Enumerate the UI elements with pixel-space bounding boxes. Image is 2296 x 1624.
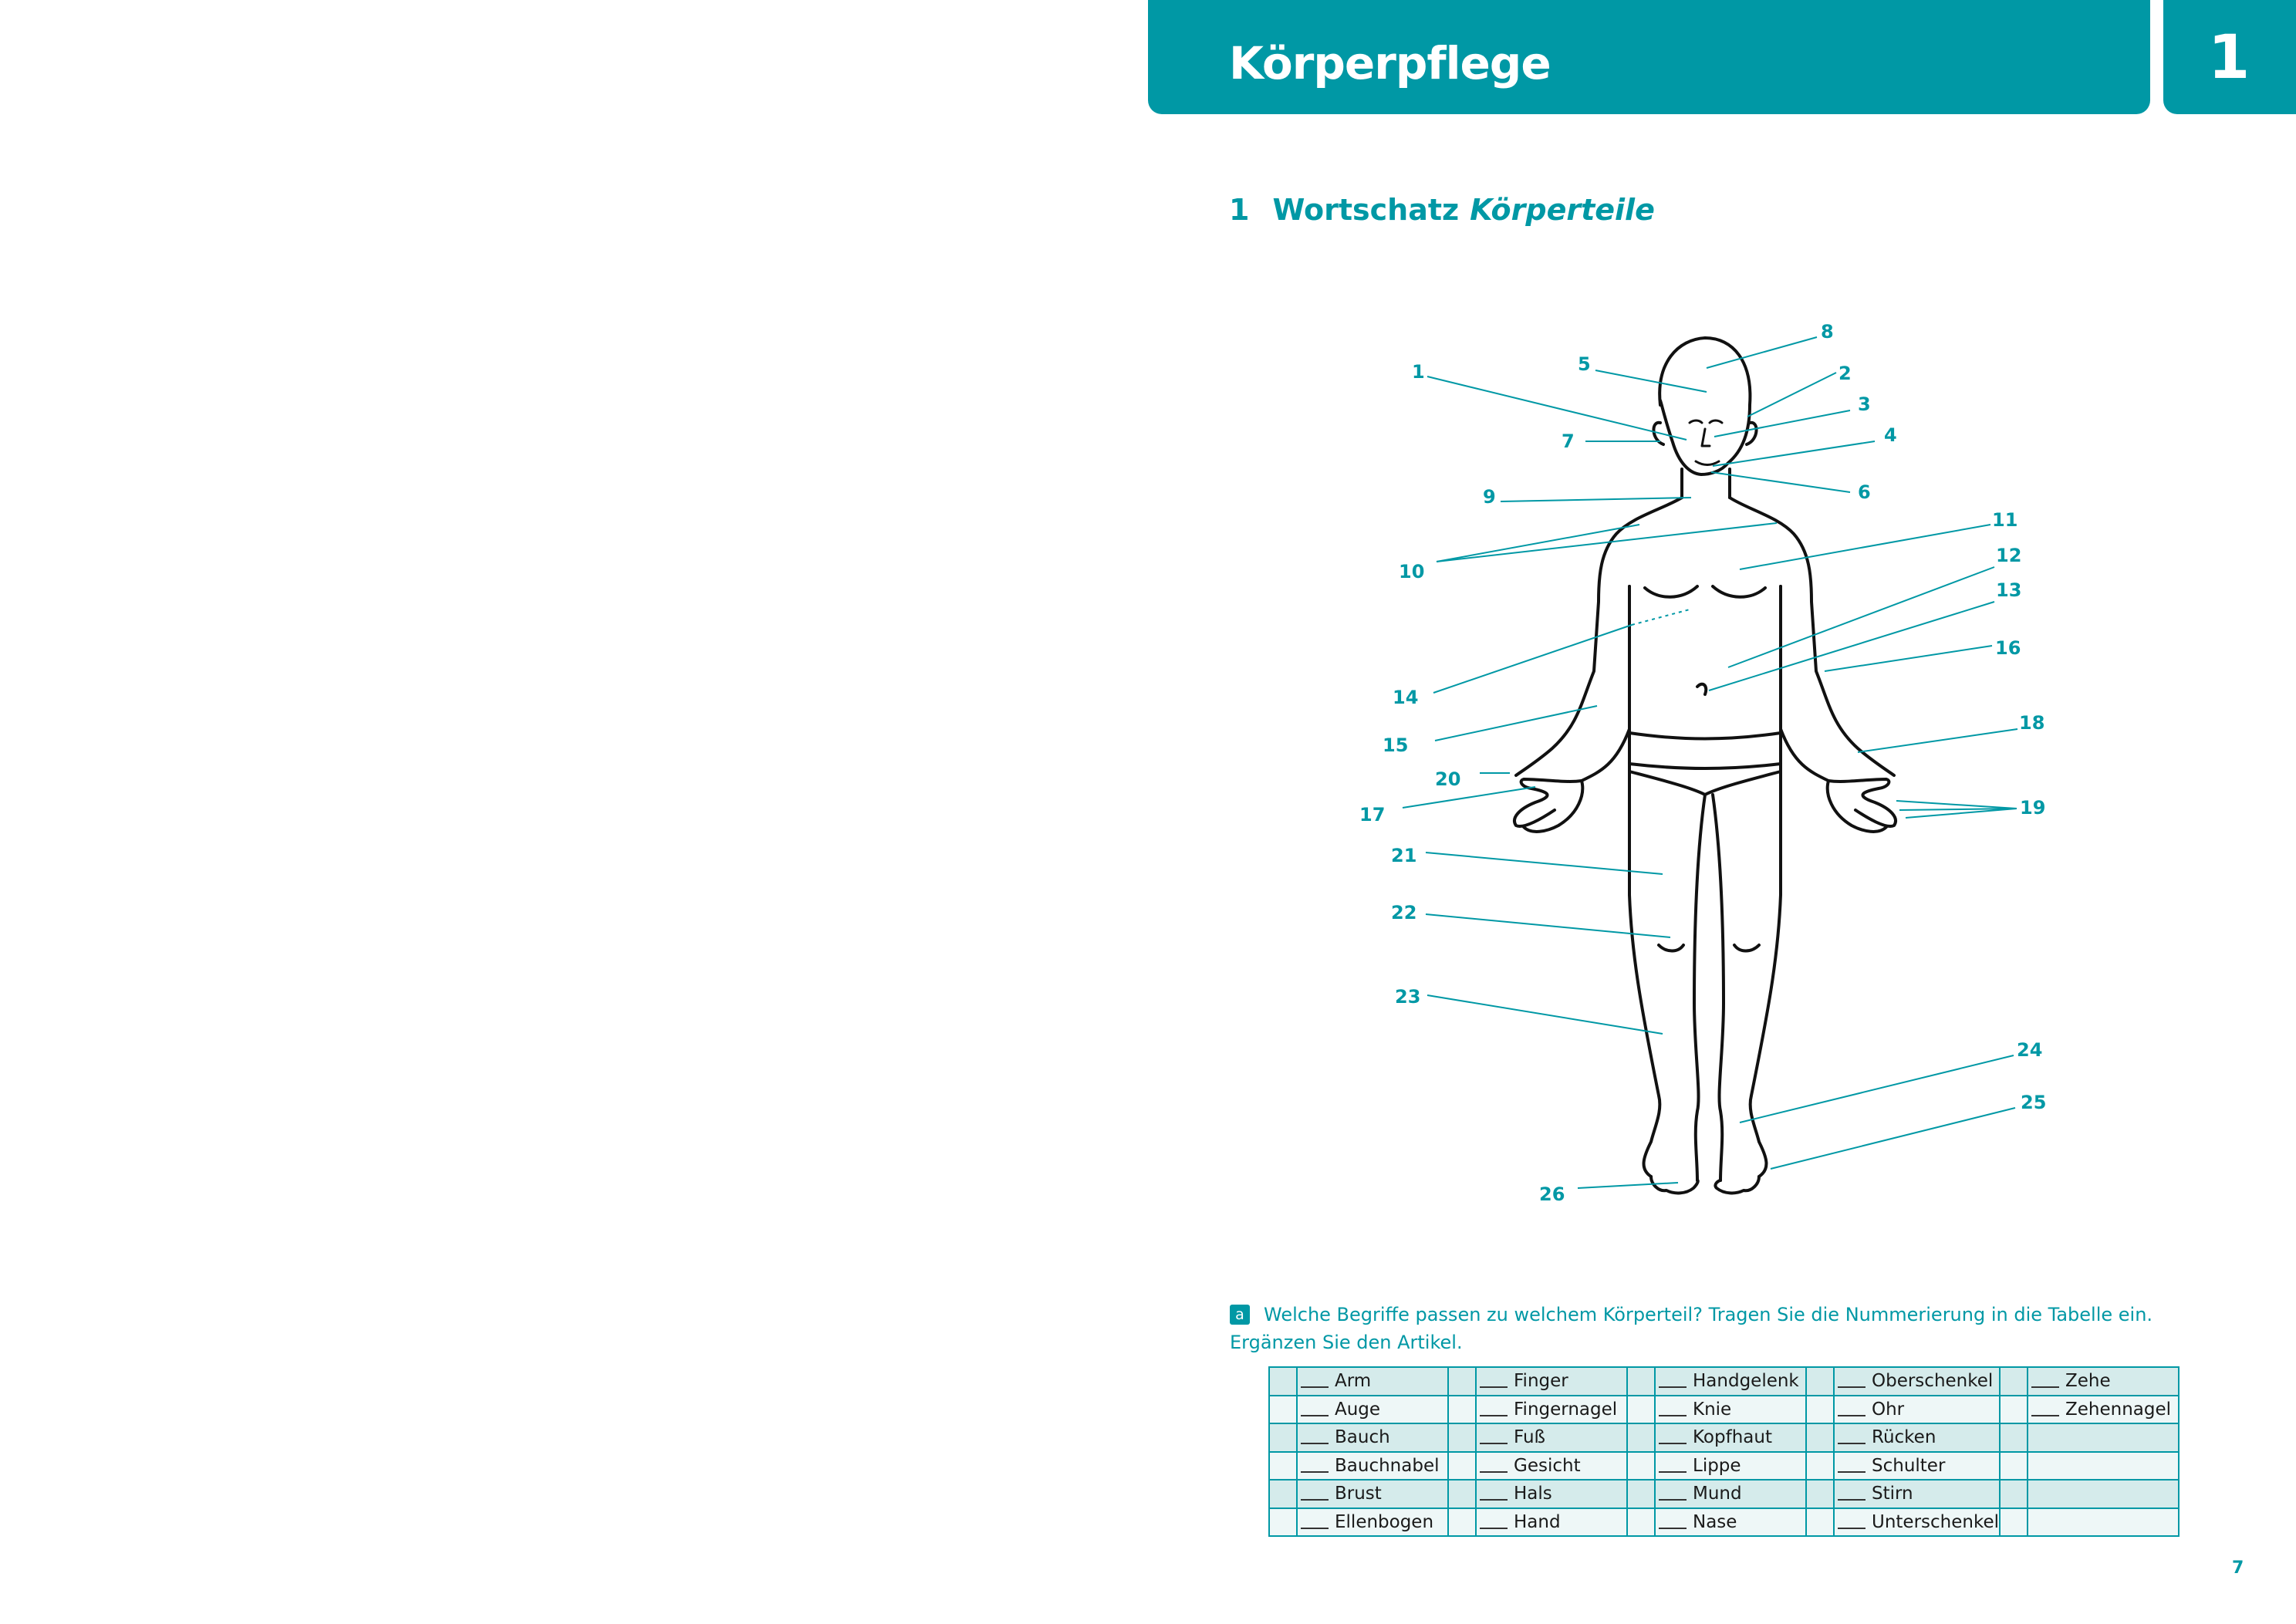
figure-label: 13 [1996, 579, 2022, 601]
figure-label: 9 [1483, 486, 1496, 508]
word-cell[interactable] [1655, 1452, 1806, 1481]
word-cell[interactable] [1834, 1480, 2000, 1508]
word-cell[interactable] [1476, 1367, 1627, 1396]
word-cell[interactable] [1834, 1508, 2000, 1537]
table-row [1269, 1452, 2179, 1481]
article-blank[interactable] [1659, 1415, 1687, 1416]
number-cell[interactable] [1448, 1508, 1476, 1537]
article-blank[interactable] [1480, 1443, 1508, 1444]
number-cell[interactable] [1269, 1367, 1297, 1396]
article-blank[interactable] [1301, 1471, 1329, 1473]
vocab-word: Oberschenkel [1872, 1371, 1994, 1392]
body-outline [1514, 338, 1896, 1193]
word-cell[interactable] [2028, 1367, 2179, 1396]
article-blank[interactable] [1838, 1528, 1866, 1529]
article-blank[interactable] [1301, 1443, 1329, 1444]
word-cell[interactable] [1655, 1396, 1806, 1424]
article-blank[interactable] [1480, 1499, 1508, 1501]
vocab-word: Zehe [2065, 1371, 2111, 1392]
figure-label: 11 [1992, 509, 2018, 531]
article-blank[interactable] [1659, 1499, 1687, 1501]
figure-label: 6 [1858, 481, 1871, 503]
vocab-word: Nase [1693, 1511, 1737, 1532]
figure-label: 21 [1391, 845, 1417, 866]
word-cell[interactable] [1297, 1480, 1448, 1508]
number-cell[interactable] [1448, 1367, 1476, 1396]
figure-label: 23 [1395, 986, 1421, 1008]
word-cell[interactable] [1297, 1367, 1448, 1396]
instruction-line-2: Ergänzen Sie den Artikel. [1230, 1332, 1463, 1353]
figure-label: 16 [1995, 637, 2021, 659]
vocab-word: Mund [1693, 1484, 1742, 1504]
number-cell[interactable] [2000, 1367, 2028, 1396]
word-cell[interactable] [1655, 1508, 1806, 1537]
number-cell[interactable] [1269, 1480, 1297, 1508]
number-cell[interactable] [2000, 1452, 2028, 1481]
vocab-word: Bauch [1335, 1427, 1390, 1448]
vocab-word: Finger [1514, 1371, 1568, 1392]
figure-label: 2 [1838, 363, 1852, 384]
number-cell[interactable] [1627, 1423, 1655, 1452]
vocab-word: Gesicht [1514, 1455, 1581, 1476]
word-cell[interactable] [1476, 1508, 1627, 1537]
section-topic: Körperteile [1470, 193, 1655, 227]
number-cell[interactable] [2000, 1423, 2028, 1452]
figure-label: 12 [1996, 545, 2022, 566]
number-cell[interactable] [1269, 1508, 1297, 1537]
number-cell[interactable] [1627, 1508, 1655, 1537]
figure-label: 15 [1383, 734, 1409, 756]
number-cell[interactable] [1448, 1396, 1476, 1424]
section-number: 1 [1229, 193, 1250, 227]
article-blank[interactable] [1838, 1415, 1866, 1416]
number-cell[interactable] [2000, 1480, 2028, 1508]
figure-label: 10 [1399, 561, 1425, 582]
figure-label: 5 [1578, 353, 1591, 375]
number-cell[interactable] [1627, 1396, 1655, 1424]
figure-label: 20 [1435, 768, 1461, 790]
number-cell[interactable] [2000, 1396, 2028, 1424]
number-cell[interactable] [1269, 1423, 1297, 1452]
figure-label: 7 [1562, 430, 1575, 452]
chapter-number: 1 [2208, 23, 2250, 93]
article-blank[interactable] [1480, 1528, 1508, 1529]
word-cell[interactable] [1834, 1452, 2000, 1481]
word-cell[interactable] [1297, 1423, 1448, 1452]
word-cell [2028, 1452, 2179, 1481]
number-cell[interactable] [1448, 1452, 1476, 1481]
article-blank[interactable] [1301, 1386, 1329, 1388]
table-row [1269, 1423, 2179, 1452]
figure-label: 8 [1821, 321, 1834, 343]
figure-label: 24 [2017, 1039, 2043, 1061]
figure-label: 4 [1884, 424, 1897, 446]
article-blank[interactable] [1659, 1386, 1687, 1388]
vocab-word: Zehennagel [2065, 1399, 2172, 1420]
exercise-badge: a [1230, 1305, 1250, 1325]
number-cell[interactable] [1806, 1508, 1834, 1537]
word-cell[interactable] [1297, 1396, 1448, 1424]
article-blank[interactable] [1301, 1499, 1329, 1501]
vocab-word: Hand [1514, 1511, 1561, 1532]
vocab-word: Fingernagel [1514, 1399, 1618, 1420]
vocab-word: Ellenbogen [1335, 1511, 1434, 1532]
word-cell[interactable] [1655, 1480, 1806, 1508]
article-blank[interactable] [2031, 1415, 2059, 1416]
vocab-word: Kopfhaut [1693, 1427, 1772, 1448]
word-cell [2028, 1423, 2179, 1452]
article-blank[interactable] [1480, 1415, 1508, 1416]
figure-label: 26 [1539, 1183, 1565, 1205]
article-blank[interactable] [1838, 1471, 1866, 1473]
page-title: Körperpflege [1229, 37, 1551, 89]
article-blank[interactable] [1659, 1471, 1687, 1473]
exercise-instruction [1230, 1301, 2217, 1356]
figure-label: 14 [1393, 687, 1419, 708]
number-cell[interactable] [1627, 1452, 1655, 1481]
article-blank[interactable] [1659, 1528, 1687, 1529]
word-cell[interactable] [1655, 1367, 1806, 1396]
table-row [1269, 1480, 2179, 1508]
number-cell[interactable] [1627, 1367, 1655, 1396]
vocab-word: Hals [1514, 1484, 1552, 1504]
table-row [1269, 1367, 2179, 1396]
word-cell [2028, 1480, 2179, 1508]
number-cell[interactable] [2000, 1508, 2028, 1537]
figure-label: 17 [1359, 804, 1386, 826]
word-cell[interactable] [1834, 1367, 2000, 1396]
article-blank[interactable] [1838, 1386, 1866, 1388]
figure-label: 3 [1858, 393, 1871, 415]
figure-label: 22 [1391, 902, 1417, 923]
vocab-word: Bauchnabel [1335, 1455, 1440, 1476]
number-cell[interactable] [1806, 1396, 1834, 1424]
section-title: Wortschatz [1272, 193, 1460, 227]
article-blank[interactable] [1480, 1386, 1508, 1388]
word-cell[interactable] [1834, 1396, 2000, 1424]
word-cell[interactable] [2028, 1396, 2179, 1424]
word-cell[interactable] [1476, 1480, 1627, 1508]
word-cell[interactable] [1476, 1452, 1627, 1481]
word-cell[interactable] [1834, 1423, 2000, 1452]
vocab-word: Brust [1335, 1484, 1382, 1504]
instruction-line-1: Welche Begriffe passen zu welchem Körperteil? Tragen Sie die Nummerierung in die Tabelle ein. [1264, 1304, 2153, 1325]
page-number: 7 [2232, 1558, 2244, 1578]
vocab-word: Fuß [1514, 1427, 1546, 1448]
article-blank[interactable] [1838, 1443, 1866, 1444]
vocab-word: Rücken [1872, 1427, 1936, 1448]
vocab-word: Knie [1693, 1399, 1732, 1420]
number-cell[interactable] [1806, 1367, 1834, 1396]
word-cell [2028, 1508, 2179, 1537]
number-cell[interactable] [1806, 1452, 1834, 1481]
vocab-word: Auge [1335, 1399, 1381, 1420]
vocabulary-table [1268, 1366, 2180, 1537]
vocab-word: Unterschenkel [1872, 1511, 2000, 1532]
table-row [1269, 1396, 2179, 1424]
number-cell[interactable] [1448, 1480, 1476, 1508]
number-cell[interactable] [1269, 1452, 1297, 1481]
article-blank[interactable] [1659, 1443, 1687, 1444]
word-cell[interactable] [1655, 1423, 1806, 1452]
vocab-word: Stirn [1872, 1484, 1913, 1504]
word-cell[interactable] [1297, 1508, 1448, 1537]
word-cell[interactable] [1476, 1423, 1627, 1452]
word-cell[interactable] [1297, 1452, 1448, 1481]
number-cell[interactable] [1269, 1396, 1297, 1424]
vocab-word: Lippe [1693, 1455, 1741, 1476]
number-cell[interactable] [1806, 1423, 1834, 1452]
vocab-word: Ohr [1872, 1399, 1905, 1420]
figure-label: 19 [2020, 797, 2046, 819]
vocab-word: Handgelenk [1693, 1371, 1799, 1392]
article-blank[interactable] [1301, 1528, 1329, 1529]
vocab-word: Arm [1335, 1371, 1372, 1392]
number-cell[interactable] [1806, 1480, 1834, 1508]
article-blank[interactable] [2031, 1386, 2059, 1388]
vocab-word: Schulter [1872, 1455, 1946, 1476]
figure-label: 18 [2019, 712, 2045, 734]
word-cell[interactable] [1476, 1396, 1627, 1424]
table-row [1269, 1508, 2179, 1537]
article-blank[interactable] [1838, 1499, 1866, 1501]
figure-label: 25 [2021, 1092, 2047, 1113]
article-blank[interactable] [1480, 1471, 1508, 1473]
number-cell[interactable] [1627, 1480, 1655, 1508]
article-blank[interactable] [1301, 1415, 1329, 1416]
figure-label: 1 [1412, 361, 1425, 383]
number-cell[interactable] [1448, 1423, 1476, 1452]
